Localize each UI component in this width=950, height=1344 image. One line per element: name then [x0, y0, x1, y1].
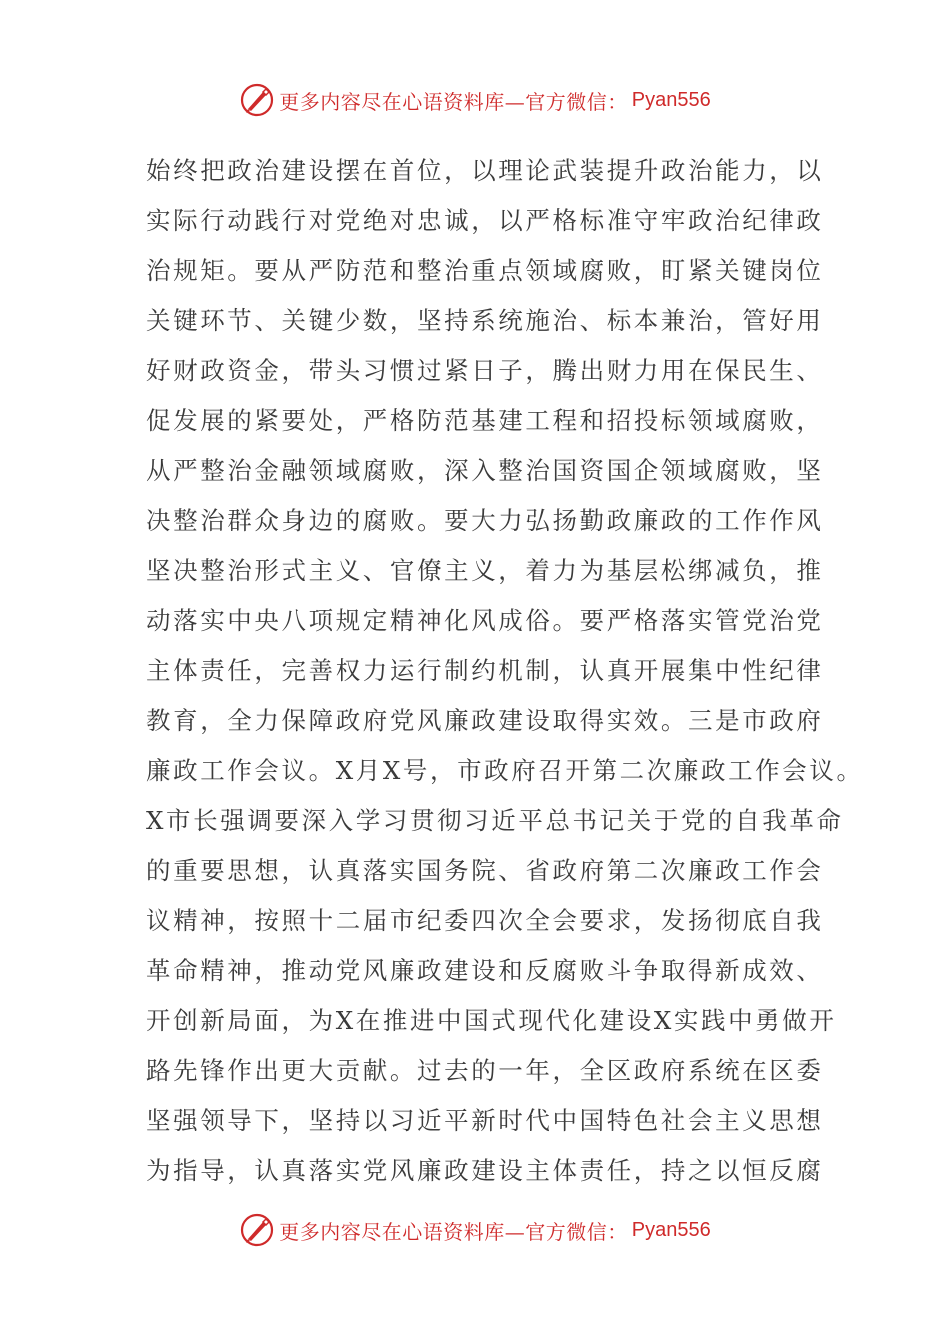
- footer-banner: [0, 1210, 950, 1250]
- text-line: 决整治群众身边的腐败。要大力弘扬勤政廉政的工作作风: [146, 506, 824, 535]
- text-line: 开创新局面，为X在推进中国式现代化建设X实践中勇做开: [146, 1006, 837, 1035]
- text-line: 廉政工作会议。X月X号，市政府召开第二次廉政工作会议。: [146, 756, 864, 785]
- text-line: 教育，全力保障政府党风廉政建设取得实效。三是市政府: [146, 706, 824, 735]
- text-line: 从严整治金融领域腐败，深入整治国资国企领域腐败，坚: [146, 456, 824, 485]
- text-line: 为指导，认真落实党风廉政建设主体责任，持之以恒反腐: [146, 1156, 824, 1185]
- text-line: 始终把政治建设摆在首位，以理论武装提升政治能力，以: [146, 156, 824, 185]
- text-line: 好财政资金，带头习惯过紧日子，腾出财力用在保民生、: [146, 356, 824, 385]
- text-line: 促发展的紧要处，严格防范基建工程和招投标领域腐败，: [146, 406, 824, 435]
- header-banner-text: 更多内容尽在心语资料库—官方微信：: [279, 89, 628, 114]
- text-line: 坚决整治形式主义、官僚主义，着力为基层松绑减负，推: [146, 556, 824, 585]
- header-wechat-id: Pyan556: [631, 88, 711, 111]
- text-line: 动落实中央八项规定精神化风成俗。要严格落实管党治党: [146, 606, 824, 635]
- body-text: [146, 146, 864, 1196]
- header-banner: [0, 80, 950, 120]
- text-line: 的重要思想，认真落实国务院、省政府第二次廉政工作会: [146, 856, 824, 885]
- text-line: 路先锋作出更大贡献。过去的一年，全区政府系统在区委: [146, 1056, 824, 1085]
- text-line: 坚强领导下，坚持以习近平新时代中国特色社会主义思想: [146, 1106, 824, 1135]
- text-line: 实际行动践行对党绝对忠诚，以严格标准守牢政治纪律政: [146, 206, 824, 235]
- footer-banner-text: 更多内容尽在心语资料库—官方微信：: [279, 1219, 628, 1244]
- pen-logo-icon: [239, 82, 275, 118]
- footer-banner-inner: [239, 1212, 710, 1248]
- text-line: 关键环节、关键少数，坚持系统施治、标本兼治，管好用: [146, 306, 824, 335]
- text-line: 革命精神，推动党风廉政建设和反腐败斗争取得新成效、: [146, 956, 824, 985]
- pen-logo-icon: [239, 1212, 275, 1248]
- text-line: X市长强调要深入学习贯彻习近平总书记关于党的自我革命: [146, 806, 844, 835]
- text-line: 主体责任，完善权力运行制约机制，认真开展集中性纪律: [146, 656, 824, 685]
- text-line: 治规矩。要从严防范和整治重点领域腐败，盯紧关键岗位: [146, 256, 824, 285]
- text-line: 议精神，按照十二届市纪委四次全会要求，发扬彻底自我: [146, 906, 824, 935]
- footer-wechat-id: Pyan556: [631, 1218, 711, 1241]
- header-banner-inner: [239, 82, 710, 118]
